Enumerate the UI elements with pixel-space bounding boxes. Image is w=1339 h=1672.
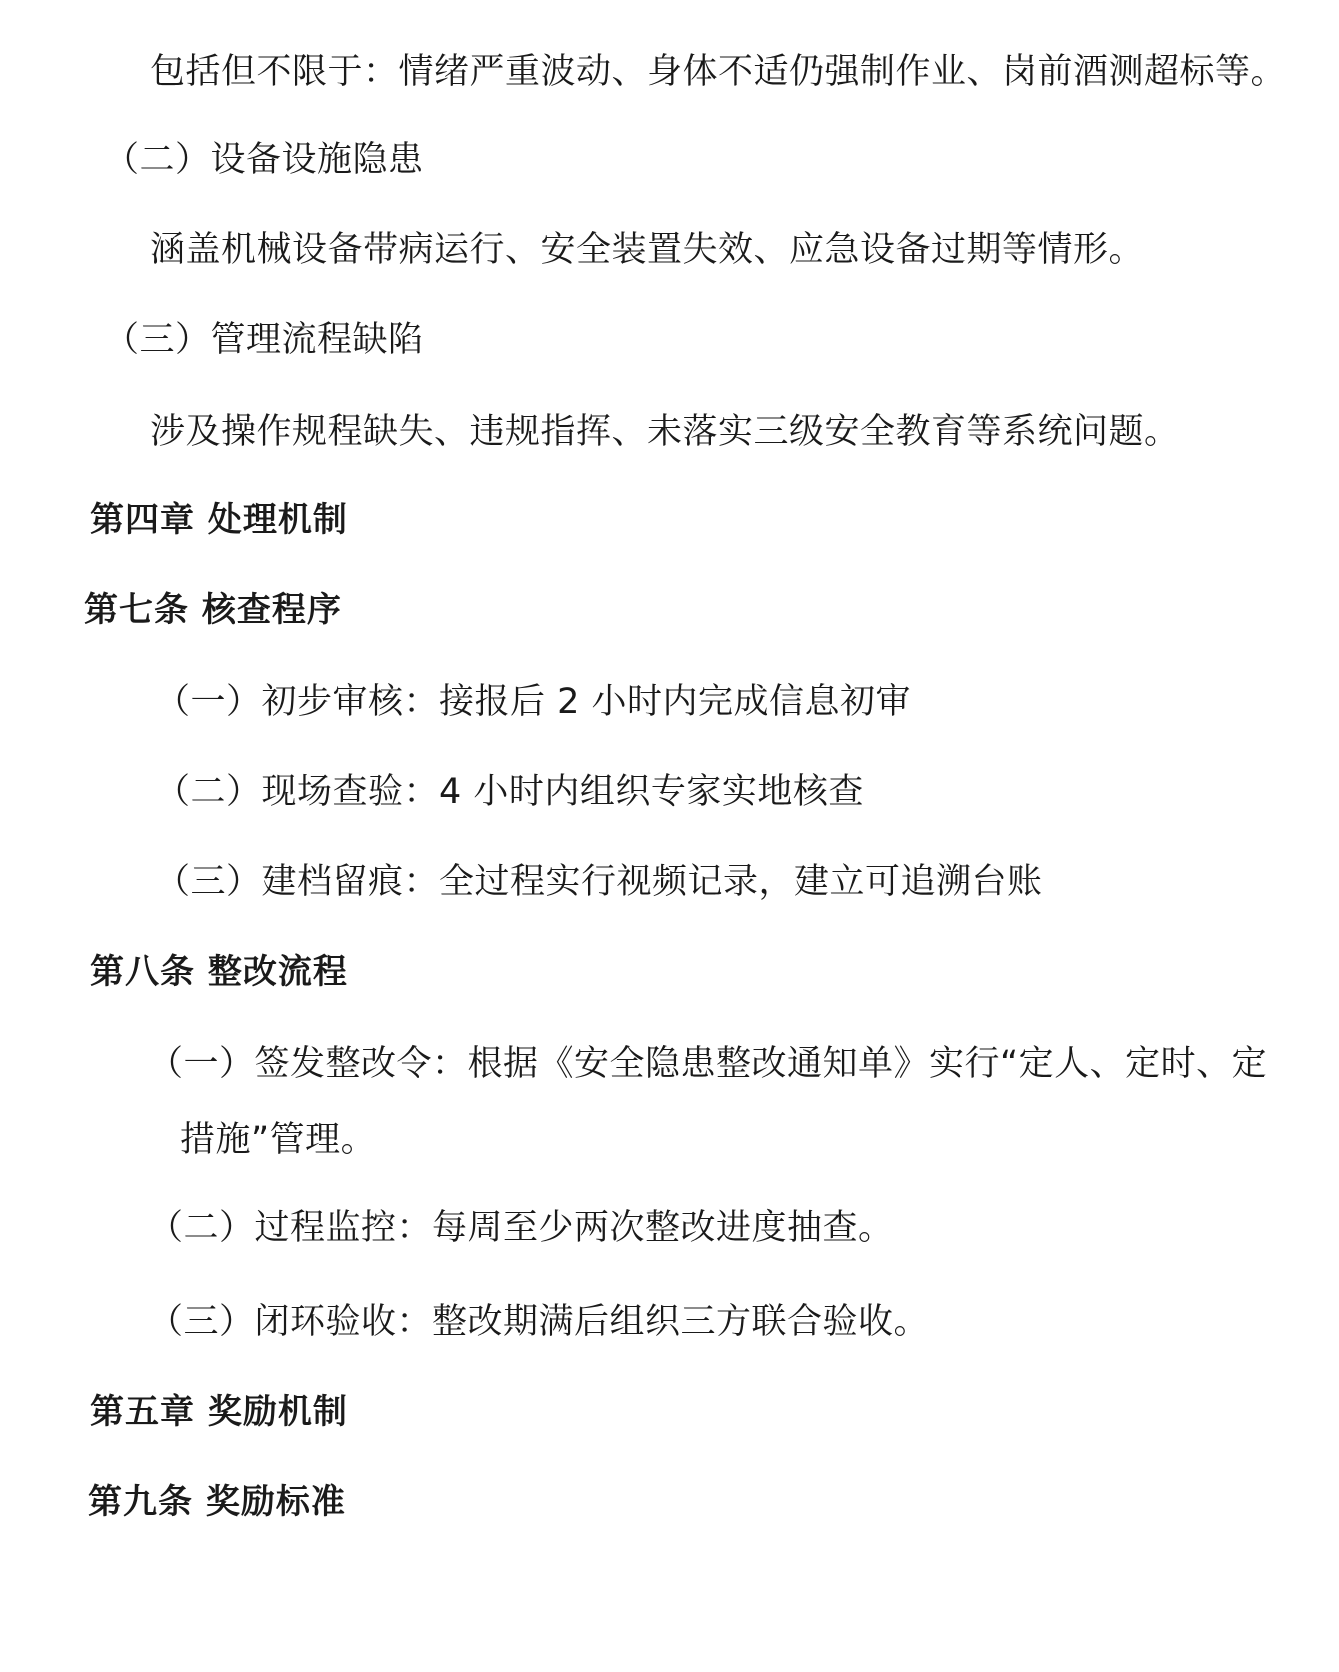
article-7-heading: 第七条 核查程序 — [84, 590, 342, 630]
article-7-item-1: （一）初步审核：接报后 2 小时内完成信息初审 — [155, 682, 912, 722]
article-8-heading: 第八条 整改流程 — [90, 952, 348, 992]
chapter-5-heading: 第五章 奖励机制 — [90, 1392, 348, 1432]
article-7-item-3: （三）建档留痕：全过程实行视频记录，建立可追溯台账 — [155, 862, 1043, 902]
article-7-item-2: （二）现场查验：4 小时内组织专家实地核查 — [155, 772, 864, 812]
article-8-item-2: （二）过程监控：每周至少两次整改进度抽查。 — [148, 1208, 894, 1248]
chapter-4-heading: 第四章 处理机制 — [90, 500, 348, 540]
article-9-heading: 第九条 奖励标准 — [88, 1482, 346, 1522]
subsection-management-defects-title: （三）管理流程缺陷 — [104, 320, 424, 360]
article-8-item-3: （三）闭环验收：整改期满后组织三方联合验收。 — [148, 1302, 930, 1342]
paragraph-equipment-hazards: 涵盖机械设备带病运行、安全装置失效、应急设备过期等情形。 — [150, 230, 1145, 270]
subsection-equipment-hazards-title: （二）设备设施隐患 — [104, 140, 424, 180]
paragraph-management-defects: 涉及操作规程缺失、违规指挥、未落实三级安全教育等系统问题。 — [150, 412, 1180, 452]
paragraph-personnel-hazards: 包括但不限于：情绪严重波动、身体不适仍强制作业、岗前酒测超标等。 — [150, 52, 1287, 92]
article-8-item-1-line-1: （一）签发整改令：根据《安全隐患整改通知单》实行“定人、定时、定 — [148, 1044, 1268, 1084]
article-8-item-1-line-2: 措施”管理。 — [180, 1120, 377, 1160]
